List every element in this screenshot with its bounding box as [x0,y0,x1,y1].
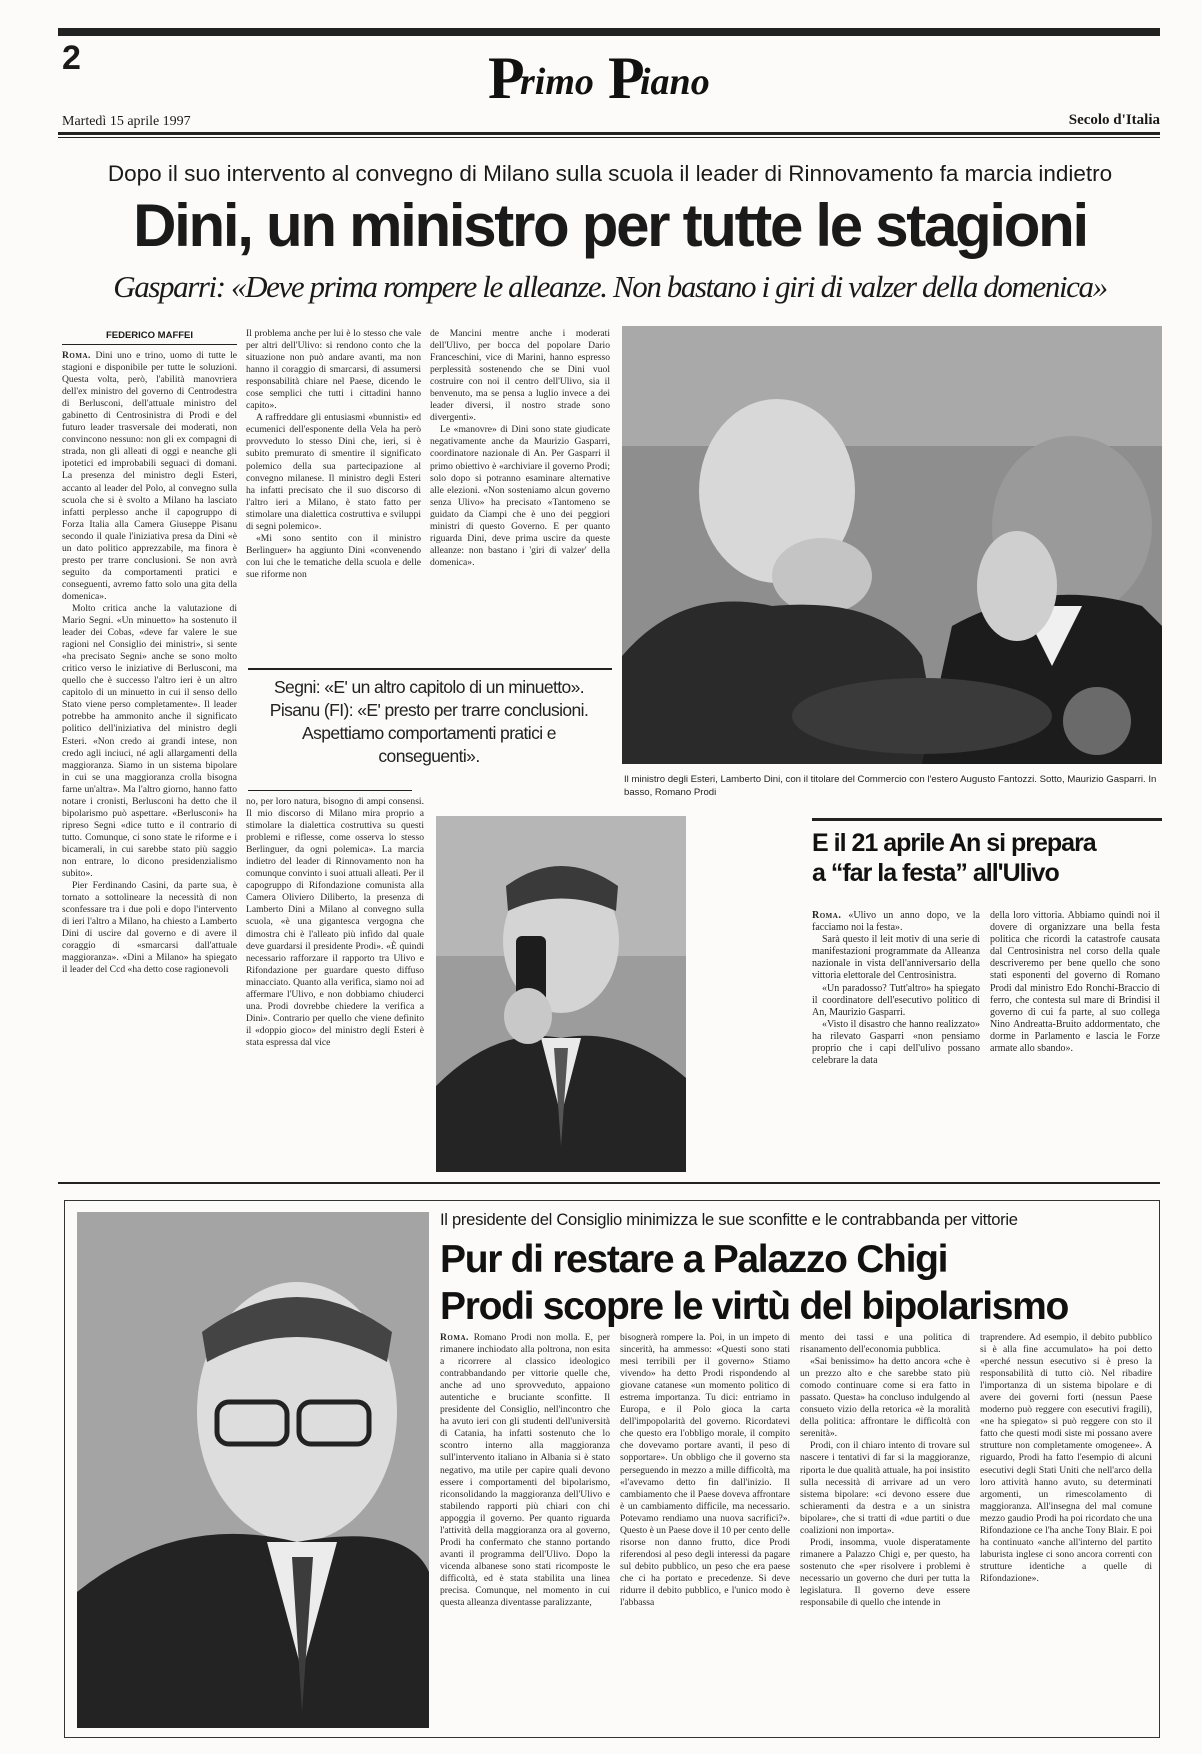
lead-dateline: Roma. [62,350,91,361]
sidebar-dateline: Roma. [812,910,842,921]
photo-prodi [77,1212,429,1728]
prodi-column-4 [980,1332,1152,1732]
prodi-paragraph: Prodi, con il chiaro intento di trovare sul nascere i tentativi di far si la maggioranze, riporta le due qualità attuale, ha poi insistito sulla necessità di arrivare ad un vero sistema bipolare: «ci devono essere due schieramenti da destra e a un sinistra bipolare», che si tratti di «due partiti o due coalizioni non importa». [800,1440,970,1536]
prodi-column-2 [620,1332,790,1732]
lead-column-1 [62,350,237,1172]
pullquote: Segni: «E' un altro capitolo di un minuetto». Pisanu (FI): «E' presto per trarre conclusioni. Aspettiamo comportamenti pratici e conseguenti». [269,677,589,766]
lead-paragraph: Pier Ferdinando Casini, da parte sua, è tornato a sottolineare la necessità di non sconfessare tra i due poli e dopo l'intervento di ieri l'altro a Milano, ha chiesto a Lamberto Dini di uscire dal governo e di avere il coraggio di «smarcarsi dall'attuale maggioranza». «Dini a Milano» ha spiegato il leader del Ccd «ha detto cose ragionevoli [62,880,237,976]
prodi-headline [440,1236,1155,1330]
section-title-logo [480,40,780,100]
newspaper-name: Secolo d'Italia [1068,112,1160,128]
lead-paragraph: de Mancini mentre anche i moderati dell'Ulivo, per bocca del popolare Dario Franceschini, vice di Marini, hanno espresso perplessità sostenendo che se Dini vuol costruire con noi il centro dell'Ulivo, sia il benvenuto, ma se pensa a luglio invece a dei leader diversi, il nostro strade sono divergenti». [430,328,610,424]
prodi-paragraph: bisognerà rompere la. Poi, in un impeto di sincerità, ha ammesso: «Questi sono stati mesi terribili per il governo» Stiamo vivendo» ha detto Prodi rispondendo al giovane catanese «un momento politico di estrema importanza. Tu dici: entriamo in Europa, e il Polo gioca la carta dell'impopolarità del governo. Ricordatevi che questo era l'obbligo morale, il compito che dovevamo portare avanti, il peso di sopportare». Un obbligo che il governo sta perseguendo in mezzo a mille difficoltà, ma «l'avevamo detto fin dall'inizio. Il cambiamento che il Paese doveva affrontare è un cambiamento difficile, ma necessario. Potevamo rendiamo una nuova sacrifici?». Questo è un Paese dove il 10 per cento delle risorse non danno frutto, dice Prodi riferendosi al peso degli interessi da pagare sul debito pubblico, un peso che era paese che ci ha portato e precedenze. Si deve ridurre il debito pubblico, e l'unico modo è l'abbassa [620,1332,790,1609]
sidebar-paragraph: «Un paradosso? Tutt'altro» ha spiegato il coordinatore dell'esecutivo politico di An, Maurizio Gasparri. [812,982,980,1018]
sidebar-paragraph: «Ulivo un anno dopo, ve la facciamo noi la festa». [812,910,980,934]
sidebar-column-2 [990,910,1160,1170]
lead-paragraph: A raffreddare gli entusiasmi «bunnisti» ed ecumenici dell'esponente della Vela ha però provveduto lo stesso Dini che, ieri, si è subito premurato di smentire il significato polemico della sua partecipazione al convegno milanese. Il ministro degli Esteri ha infatti precisato che il suo discorso di l'altro ieri a Milano, è stato fatto per stimolare una dialettica costruttiva e sviluppi di segni polemico». [246,412,421,532]
photo-dini-fantozzi [622,326,1162,764]
prodi-paragraph: mento dei tassi e una politica di risanamento dell'economia pubblica. [800,1332,970,1356]
lead-paragraph: «Mi sono sentito con il ministro Berlinguer» ha aggiunto Dini «convenendo con lui che le tematiche della scuola e delle sue riforme non [246,532,421,580]
lead-subheadline: Gasparri: «Deve prima rompere le alleanze. Non bastano i giri di valzer della domenica» [113,269,1107,304]
prodi-kicker: Il presidente del Consiglio minimizza le sue sconfitte e le contrabbanda per vittorie [440,1210,1018,1229]
page-number: 2 [62,39,81,77]
pullquote-rule-bottom [248,790,412,791]
lead-kicker: Dopo il suo intervento al convegno di Milano sulla scuola il leader di Rinnovamento fa marcia indietro [107,161,1113,186]
issue-date: Martedì 15 aprile 1997 [62,114,191,129]
prodi-paragraph: Prodi, insomma, vuole disperatamente rimanere a Palazzo Chigi e, per questo, ha sostenuto che «per risolvere i problemi è necessario un governo che duri per tutta la legislatura. Il governo deve essere responsabile di quello che intende in [800,1536,970,1609]
sidebar-headline [812,828,1162,888]
sidebar-headline-line-1: E il 21 aprile An si prepara [812,829,1096,857]
sidebar-rule-top [812,818,1162,821]
top-rule-thick [58,28,1160,36]
prodi-headline-line-1: Pur di restare a Palazzo Chigi [440,1238,948,1281]
lead-headline: Dini, un ministro per tutte le stagioni [133,192,1087,259]
prodi-dateline: Roma. [440,1332,469,1343]
prodi-paragraph: «Sai benissimo» ha detto ancora «che è un prezzo alto e che sarebbe stato più comodo continuare come si era fatto in passato. Questa» ha concluso indulgendo al consueto vizio della retorica «è la moralità della politica: affrontare le difficoltà con serenità». [800,1356,970,1440]
photo-gasparri [436,816,686,1172]
masthead-rule-thin [58,137,1160,138]
lead-paragraph: Molto critica anche la valutazione di Mario Segni. «Un minuetto» ha sostenuto il leader dei Cobas, «deve far valere le sue ragioni nel Consiglio dei ministri», si sente «ha precisato Segni» anche se sono molto critico verso le iniziative di Berlusconi, ma quello che è successo l'altro ieri è un altro capitolo di un minuetto in cui il senso dello Stato viene perso completamente». Il leader potrebbe ha ammonito anche il significato politico dell'iniziativa del ministro degli Esteri. «Non credo ai grandi intese, non credo agli inciuci, né agli allargamenti della maggioranza. Siamo in un sistema bipolare in cui se una maggioranza crolla bisogna farne un'altra». Ma l'altro giorno, hanno fatto notare i cronisti, Berlusconi ha detto che il bipolarismo può aspettare. «Berlusconi» ha ripreso Segni «dice tutto e il contrario di tutto. Comunque, ci sono state le riforme e i bicamerali, in cui sarebbe stato più saggio non entrare, lo dicono presidenzialismo subito». [62,602,237,880]
masthead-rule [58,132,1160,135]
prodi-paragraph: Romano Prodi non molla. E, per rimanere inchiodato alla poltrona, non esita a ricorrere al classico ideologico contrabbandando per vittorie quelle che, anche ad uno sprovveduto, appaiono autentiche e bruciante sconfitte. Il presidente del Consiglio, nell'incontro che ha avuto ieri con gli studenti dell'università di Catania, ha infatti sostenuto che lo scontro interno alla maggioranza sull'intervento italiano in Albania si è stato negativo, ma utile per capire quali devono essere i comportamenti del bipolarismo, riconsolidando la maggioranza dell'Ulivo e stabilendo rapporti più chiari con chi appoggia il governo. Per quanto riguarda l'attività della maggioranza ora al governo, Prodi ha confermato che stanno portando avanti il programma dell'Ulivo. Dopo la vicenda albanese sono stati ricomposte le difficoltà, ed è stata stabilita una linea precisa. Comunque, nel momento in cui questa alleanza diventasse paralizzante, [440,1332,610,1609]
prodi-column-1 [440,1332,610,1732]
prodi-headline-line-2: Prodi scopre le virtù del bipolarismo [440,1285,1069,1328]
prodi-column-3 [800,1332,970,1732]
lead-paragraph: Il problema anche per lui è lo stesso che vale per altri dell'Ulivo: si rendono conto che la situazione non può andare avanti, ma non hanno il coraggio di smarcarsi, di assumersi responsabilità chiare nel Paese, dicendo le cose semplici che tutti i cittadini hanno capito». [246,328,421,412]
pullquote-rule-top [248,668,612,670]
sidebar-headline-line-2: a “far la festa” all'Ulivo [812,859,1059,887]
prodi-paragraph: traprendere. Ad esempio, il debito pubblico si è alla fine accumulato» ha poi detto «perché nessun esecutivo si è preso la responsabilità di tutto ciò. Nel ribadire l'importanza di un sistema bipolare e di avere dei governi forti (nessun Paese moderno può reggere con esecutivi fragili), «ne ha spiegato» si può reggere con sto il fatto che questi modi siste mi possano avere strutture non completamente omogenee». A riguardo, Prodi ha fatto l'esempio di alcuni esecutivi degli Stati Uniti che nell'arco della loro attività hanno avuto, su determinati argomenti, un rimescolamento di maggioranza. All'insegna del mal comune mezzo gaudio Prodi ha poi ricordato che una Rifondazione ce l'ha anche Tony Blair. E poi ha continuato «anche all'interno del partito laburista inglese ci sono ancora correnti con strutture identiche a quelle di Rifondazione». [980,1332,1152,1584]
sidebar-paragraph: della loro vittoria. Abbiamo quindi noi il dovere di organizzare una bella festa politica che ricordi la catastrofe causata dal Centrosinistra nel corso della quale descriveremo per bene quello che sono stati esponenti del governo di Romano Prodi dal ministro Edo Ronchi-Braccio di ferro, che contesta sul mare di Brindisi il governo di cui fa parte, al suo collega Nino Andreatta-Bruito addormentato, che dorme in Parlamento e lascia le Forze armate allo sbando». [990,910,1160,1055]
lead-paragraph: no, per loro natura, bisogno di ampi consensi. Il mio discorso di Milano mira proprio a stimolare la dialettica costruttiva su questi problemi e riflesse, come osserva lo stesso Berlinguer, da ogni polemica». La marcia indietro del leader di Rinnovamento non ha comunque convinto i suoi attuali alleati. Per il capogruppo di Rifondazione comunista alla Camera Oliviero Diliberto, la presenza di Lamberto Dini a Milano al convegno sulla scuola, «è una gigantesca vergogna che dimostra chi è l'alleato più infido dal quale deve guardarsi il presidente Prodi». «È quindi necessario rafforzare il rapporto tra Ulivo e Rifondazione per guardare questo diffuso minacciato. Quanto alla verifica, siamo noi ad affermare l'Ulivo, e non dobbiamo chiuderci una. Prodi dovrebbe chiedere la verifica a Dini». Contrario per quello che viene definito il «doppio gioco» del ministro degli Esteri è stata espressa dal vice [246,796,424,1048]
lead-paragraph: Dini uno e trino, uomo di tutte le stagioni e disponibile per tutte le soluzioni. Questa volta, però, l'abilità manovriera dell'ex ministro del governo di Centrodestra di Berlusconi, dell'attuale ministro del gabinetto di Centrosinistra di Prodi e del futuro leader trasversale dei moderati, non convincono nessuno: non gli ex compagni di strada, non gli alleati di oggi e neanche gli ipotetici ed improbabili seguaci di domani. La presenza del ministro degli Esteri, accanto al leader del Polo, al convegno sulla scuola che si è svolto a Milano ha lasciato infatti perplesso anche il capogruppo di Forza Italia alla Camera Giuseppe Pisanu secondo il quale l'iniziativa presa da Dini «è un dato politico apprezzabile, ma finora è presto per trarre conclusioni. Se non avrà seguito da comportamenti pratici e conseguenti, avremo fatto solo una gita della domenica». [62,350,237,602]
svg-text:iano: iano [640,61,710,100]
byline-rule [62,344,237,345]
sidebar-column-1 [812,910,980,1170]
photo-caption: Il ministro degli Esteri, Lamberto Dini, con il titolare del Commercio con l'estero Augusto Fantozzi. Sotto, Maurizio Gasparri. In basso, Romano Prodi [624,774,1157,798]
svg-text:rimo: rimo [520,61,594,100]
lead-column-3 [430,328,610,656]
svg-text:P: P [608,45,645,100]
lead-column-2 [246,328,421,656]
byline: FEDERICO MAFFEI [105,330,194,341]
lead-paragraph: Le «manovre» di Dini sono state giudicate negativamente anche da Maurizio Gasparri, coordinatore nazionale di An. Per Gasparri il primo obiettivo è «archiviare il governo Prodi; solo dopo si potranno esaminare alternative alle elezioni. «Non sosteniamo alcun governo senza Ulivo» ha precisato «Tantomeno se guidato da Ciampi che è uno dei peggiori ministri di questo Governo. E per quanto riguarda Dini, deve prima uscire da queste alleanze: non bastano i 'giri di valzer' della domenica». [430,424,610,568]
section-divider [58,1182,1160,1184]
svg-text:P: P [488,45,525,100]
sidebar-paragraph: «Visto il disastro che hanno realizzato» ha rilevato Gasparri «non pensiamo proprio che i capi dell'ulivo possano celebrare la data [812,1018,980,1067]
section-title [480,40,780,100]
lead-column-2-lower [246,796,424,1172]
sidebar-paragraph: Sarà questo il leit motiv di una serie di manifestazioni programmate da Alleanza nazionale in vista dell'anniversario della vittoria elettorale del Centrosinistra. [812,934,980,982]
